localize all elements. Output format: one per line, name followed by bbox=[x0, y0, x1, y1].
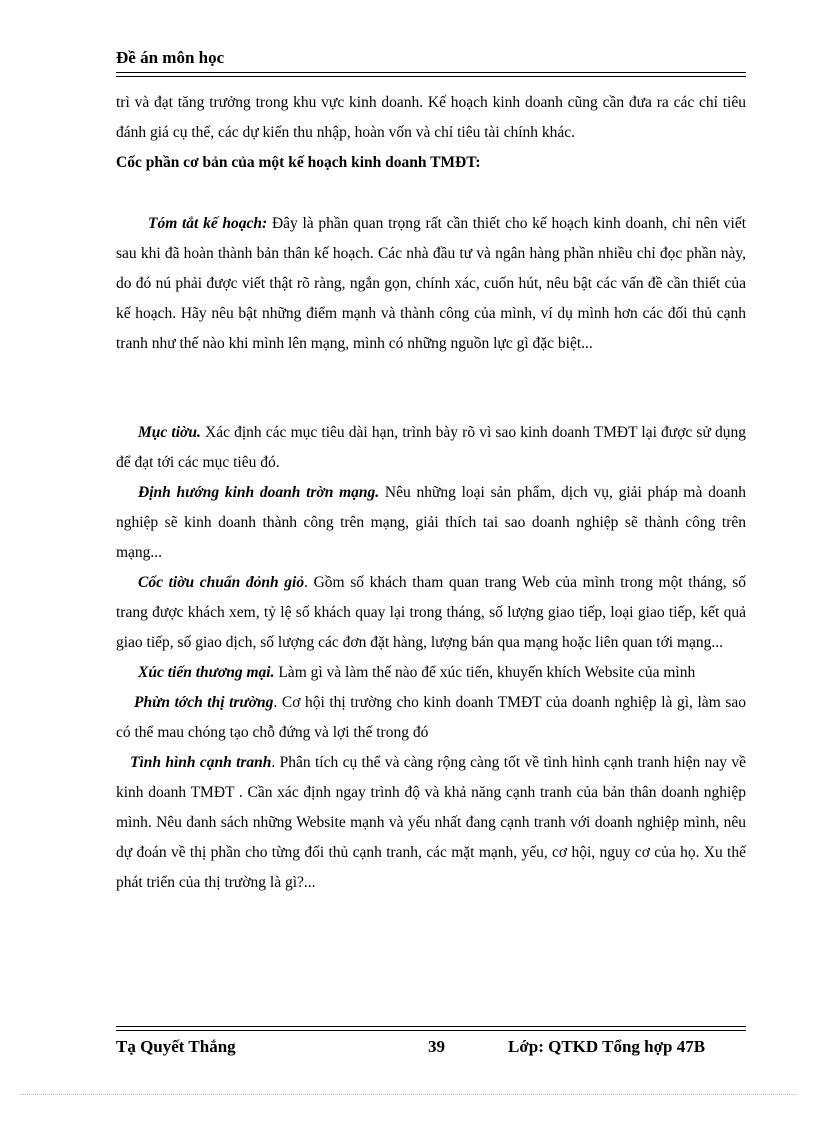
paragraph-text: Nêu những loại sản phẩm, dịch vụ, giải pháp mà doanh nghiệp sẽ kinh doanh thành công trên mạng, giải thích tai sao doanh nghiệp sẽ thành công trên mạng... bbox=[116, 484, 746, 561]
page-edge-divider bbox=[20, 1094, 796, 1095]
intro-block bbox=[116, 88, 746, 178]
paragraph-evaluation-criteria bbox=[116, 568, 746, 658]
paragraph-title: Tóm tắt kế hoạch: bbox=[148, 215, 268, 232]
paragraph-trade-promotion bbox=[116, 658, 746, 688]
paragraph-text: Đây là phần quan trọng rất cần thiết cho kế hoạch kinh doanh, chỉ nên viết sau khi đã hoàn thành bản thân kế hoạch. Các nhà đầu tư và ngân hàng phần nhiều chỉ đọc phần này, do đó nú phải được viết thật rõ ràng, ngắn gọn, chính xác, cuốn hút, nêu bật các vấn đề cần thiết của kế hoạch. Hãy nêu bật những điểm mạnh và thành công của mình, ví dụ mình hơn các đối thủ cạnh tranh như thế nào khi mình lên mạng, mình có những nguồn lực gì đặc biệt... bbox=[116, 215, 746, 352]
paragraph-market-analysis bbox=[116, 688, 746, 748]
paragraph-summary bbox=[116, 209, 746, 359]
footer-rule-top bbox=[116, 1026, 746, 1027]
paragraph-text: . Cơ hội thị trường cho kinh doanh TMĐT của doanh nghiệp là gì, làm sao có thể mau chóng tạo chỗ đứng và lợi thế trong đó bbox=[116, 694, 746, 741]
paragraph-objectives bbox=[116, 418, 746, 478]
footer-class: Lớp: QTKD Tổng hợp 47B bbox=[508, 1037, 706, 1056]
page-header-title: Đề án môn học bbox=[116, 48, 225, 67]
paragraph-competition bbox=[116, 748, 746, 898]
paragraph-title: Xúc tiến thương mại. bbox=[138, 664, 275, 681]
paragraph-text: . Gồm số khách tham quan trang Web của mình trong một tháng, số trang được khách xem, tỷ lệ số khách quay lại trong tháng, số lượng giao tiếp, loại giao tiếp, kết quả giao tiếp, số giao dịch, số lượng các đơn đặt hàng, lượng bán qua mạng hoặc liên quan tới mạng... bbox=[116, 574, 746, 651]
paragraph-title: Phừn tớch thị trường bbox=[134, 694, 274, 711]
sections-block bbox=[116, 418, 746, 898]
footer-rule-bottom bbox=[116, 1030, 746, 1031]
header-rule-top bbox=[116, 72, 746, 73]
footer-page-number: 39 bbox=[428, 1037, 445, 1056]
header-rule-bottom bbox=[116, 76, 746, 77]
footer-author: Tạ Quyết Thắng bbox=[116, 1037, 236, 1056]
paragraph-text: Xác định các mục tiêu dài hạn, trình bày rõ vì sao kinh doanh TMĐT lại được sử dụng để đạt tới các mục tiêu đó. bbox=[116, 424, 746, 471]
intro-paragraph: trì và đạt tăng trưởng trong khu vực kinh doanh. Kế hoạch kinh doanh cũng cần đưa ra các chỉ tiêu đánh giá cụ thể, các dự kiến thu nhập, hoàn vốn và chỉ tiêu tài chính khác. bbox=[116, 94, 746, 141]
paragraph-title: Định hướng kinh doanh trờn mạng. bbox=[138, 484, 380, 501]
section-heading: Cốc phần cơ bản của một kế hoạch kinh doanh TMĐT: bbox=[116, 154, 481, 171]
paragraph-text: Làm gì và làm thế nào để xúc tiến, khuyến khích Website của mình bbox=[274, 664, 696, 681]
paragraph-title: Mục tiờu. bbox=[138, 424, 201, 441]
paragraph-title: Tình hình cạnh tranh bbox=[130, 754, 272, 771]
paragraph-title: Cốc tiờu chuẩn đỏnh giỏ bbox=[138, 574, 305, 591]
paragraph-online-direction bbox=[116, 478, 746, 568]
paragraph-text: . Phân tích cụ thể và càng rộng càng tốt về tình hình cạnh tranh hiện nay về kinh doanh TMĐT . Cần xác định ngay trình độ và khả năng cạnh tranh của bản thân doanh nghiệp mình. Nêu danh sách những Website mạnh và yếu nhất đang cạnh tranh với doanh nghiệp mình, nêu dự đoán về thị phần cho từng đối thủ cạnh tranh, các mặt mạnh, yếu, cơ hội, nguy cơ của họ. Xu thế phát triển của thị trường là gì?... bbox=[116, 754, 746, 891]
summary-block bbox=[116, 209, 746, 359]
